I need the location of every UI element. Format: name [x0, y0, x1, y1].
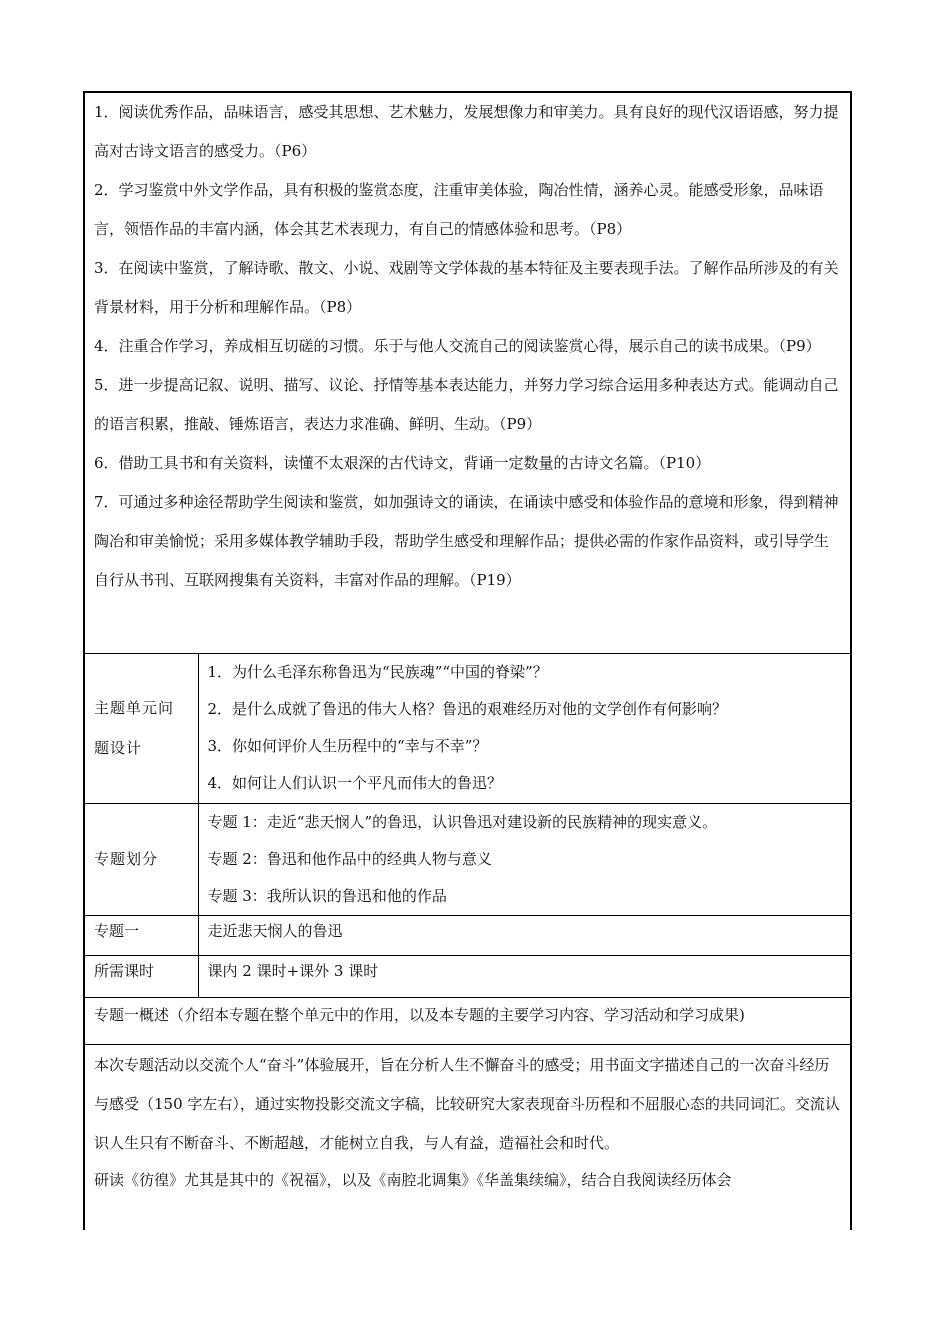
topics-cell	[198, 803, 850, 915]
topic-one-label: 专题一	[85, 915, 198, 955]
topic-one-value: 走近悲天悯人的鲁迅	[198, 915, 850, 955]
overview-body-row	[85, 1044, 850, 1230]
overview-paragraph-1: 本次专题活动以交流个人“奋斗”体验展开，旨在分析人生不懈奋斗的感受；用书面文字描述自己的一次奋斗经历与感受（150 字左右），通过实物投影交流文字稿，比较研究大家表现奋斗历程和不屈服心态的共同词汇。交流认识人生只有不断奋斗、不断超越，才能树立自我，与人有益，造福社会和时代。	[94, 1055, 840, 1152]
hours-row	[85, 955, 850, 997]
topic-one-row	[85, 915, 850, 955]
unit-question-2: 2．是什么成就了鲁迅的伟大人格？鲁迅的艰难经历对他的文学创作有何影响？	[207, 699, 728, 718]
unit-question-4: 4．如何让人们认识一个平凡而伟大的鲁迅？	[207, 773, 503, 792]
curriculum-standards-cell	[85, 93, 850, 653]
overview-body	[85, 1044, 850, 1230]
unit-question-3: 3．你如何评价人生历程中的“幸与不幸”？	[207, 736, 488, 755]
topics-row	[85, 803, 850, 915]
standard-item-4: 4．注重合作学习，养成相互切磋的习惯。乐于与他人交流自己的阅读鉴赏心得，展示自己的读书成果。（P9）	[94, 337, 821, 355]
unit-questions-label: 主题单元问题设计	[85, 653, 198, 803]
standard-item-1: 1．阅读优秀作品，品味语言，感受其思想、艺术魅力，发展想像力和审美力。具有良好的现代汉语语感，努力提高对古诗文语言的感受力。（P6）	[94, 103, 839, 160]
standard-item-5: 5．进一步提高记叙、说明、描写、议论、抒情等基本表达能力，并努力学习综合运用多种表达方式。能调动自己的语言积累，推敲、锤炼语言，表达力求准确、鲜明、生动。（P9）	[94, 376, 839, 433]
lesson-plan-document	[83, 91, 852, 1230]
unit-question-1: 1．为什么毛泽东称鲁迅为“民族魂”“中国的脊梁”？	[207, 662, 548, 681]
topic-item-1: 专题 1：走近“悲天悯人”的鲁迅，认识鲁迅对建设新的民族精神的现实意义。	[207, 812, 718, 831]
standard-item-2: 2．学习鉴赏中外文学作品，具有积极的鉴赏态度，注重审美体验，陶冶性情，涵养心灵。能感受形象，品味语言，领悟作品的丰富内涵，体会其艺术表现力，有自己的情感体验和思考。（P8）	[94, 181, 824, 238]
topic-item-3: 专题 3：我所认识的鲁迅和他的作品	[207, 886, 447, 905]
lesson-plan-table	[85, 93, 850, 1230]
curriculum-standards-row	[85, 93, 850, 653]
standard-item-6: 6．借助工具书和有关资料，读懂不太艰深的古代诗文，背诵一定数量的古诗文名篇。（P10）	[94, 454, 711, 472]
unit-questions-cell	[198, 653, 850, 803]
standard-item-7: 7．可通过多种途径帮助学生阅读和鉴赏，如加强诗文的诵读，在诵读中感受和体验作品的意境和形象，得到精神陶冶和审美愉悦；采用多媒体教学辅助手段，帮助学生感受和理解作品；提供必需的作家作品资料，或引导学生自行从书刊、互联网搜集有关资料，丰富对作品的理解。（P19）	[94, 493, 839, 589]
overview-heading: 专题一概述（介绍本专题在整个单元中的作用，以及本专题的主要学习内容、学习活动和学习成果)	[85, 997, 850, 1044]
standard-item-3: 3．在阅读中鉴赏，了解诗歌、散文、小说、戏剧等文学体裁的基本特征及主要表现手法。了解作品所涉及的有关背景材料，用于分析和理解作品。（P8）	[94, 259, 839, 316]
overview-heading-row	[85, 997, 850, 1044]
hours-label: 所需课时	[85, 955, 198, 997]
topics-label: 专题划分	[85, 803, 198, 915]
unit-questions-row	[85, 653, 850, 803]
topic-item-2: 专题 2：鲁迅和他作品中的经典人物与意义	[207, 849, 492, 868]
hours-value: 课内 2 课时+课外 3 课时	[198, 955, 850, 997]
overview-paragraph-2: 研读《彷徨》尤其是其中的《祝福》，以及《南腔北调集》《华盖集续编》，结合自我阅读经历体会	[94, 1170, 732, 1189]
